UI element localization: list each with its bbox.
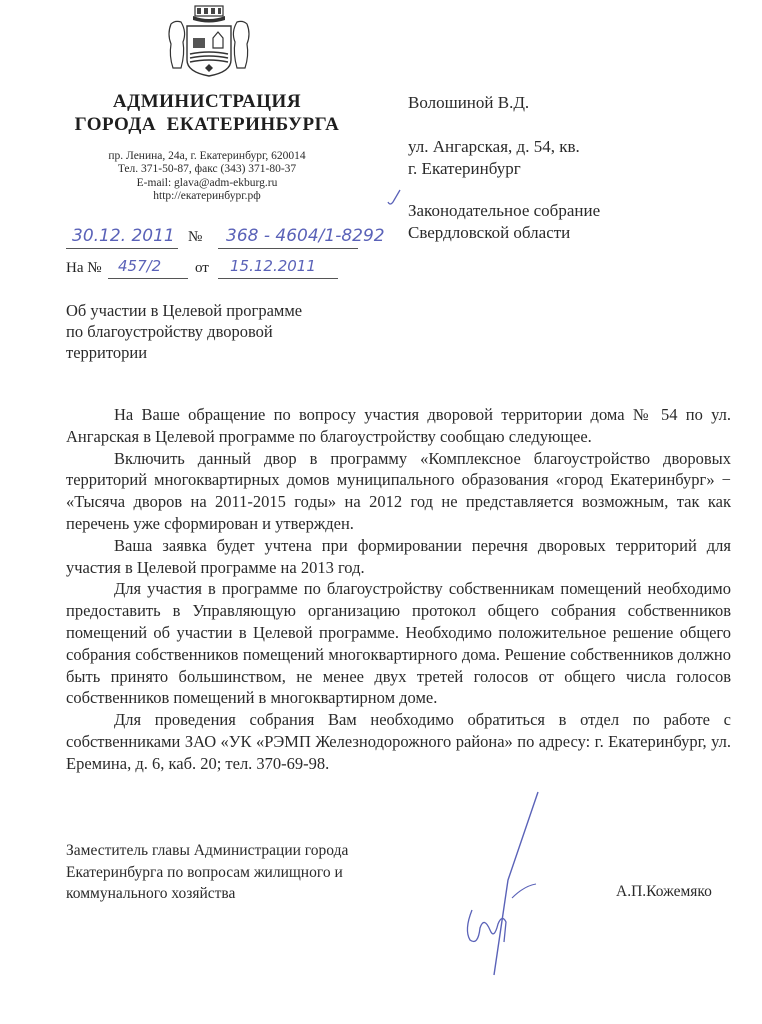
number-underline xyxy=(218,248,358,249)
body-paragraph: Для проведения собрания Вам необходимо обратиться в отдел по работе с собственниками ЗАО «УК «РЭМП Железнодорожного района» по адресу: г. Екатеринбург, ул. Еремина, д. 6, каб. 20; тел. 370-69-98. xyxy=(66,710,731,773)
position-line3: коммунального хозяйства xyxy=(66,885,236,902)
copy-recipient-line2: Свердловской области xyxy=(408,223,571,242)
position-line2: Екатеринбурга по вопросам жилищного и xyxy=(66,863,343,881)
contact-block xyxy=(62,150,352,203)
body-paragraph: Для участия в программе по благоустройству собственникам помещений необходимо предоставить в Управляющую организацию протокол общего собрания собственников помещений об участии в Целевой программе. Необходимо положительное решение общего собрания собственников помещений многоквартирного дома. Решение собственников должно быть принято большинством, не менее двух третей голосов от общего числа голосов собственников помещений в многоквартирном доме. xyxy=(66,579,731,708)
coat-of-arms-icon xyxy=(163,4,255,80)
recipient-address-line2: г. Екатеринбург xyxy=(408,159,521,178)
from-label: от xyxy=(195,260,209,276)
org-email: E-mail: glava@adm-ekburg.ru xyxy=(136,176,278,189)
date-underline xyxy=(66,248,178,249)
letter-body xyxy=(66,404,731,775)
subject-line3: территории xyxy=(66,343,148,362)
signatory-name: А.П.Кожемяко xyxy=(616,883,712,900)
number-label: № xyxy=(188,229,203,245)
handwritten-signature-icon xyxy=(450,790,560,1010)
copy-recipient-line1: Законодательное собрание xyxy=(408,201,601,220)
organization-name xyxy=(62,90,352,136)
org-name-line1: АДМИНИСТРАЦИЯ xyxy=(112,91,302,112)
checkmark-icon xyxy=(384,188,404,208)
reply-number-underline xyxy=(108,278,188,279)
org-phone: Тел. 371-50-87, факс (343) 371-80-37 xyxy=(117,163,297,176)
recipient-name: Волошиной В.Д. xyxy=(408,93,530,112)
recipient-address-line1: ул. Ангарская, д. 54, кв. xyxy=(408,137,580,156)
reply-to-date: 15.12.2011 xyxy=(230,257,316,275)
subject-line2: по благоустройству дворовой xyxy=(66,322,273,341)
org-name-line2: ГОРОДА ЕКАТЕРИНБУРГА xyxy=(74,114,340,135)
org-address: пр. Ленина, 24а, г. Екатеринбург, 620014 xyxy=(108,150,306,162)
position-line1: Заместитель главы Администрации города xyxy=(66,842,349,859)
reply-to-number: 457/2 xyxy=(118,257,162,275)
outgoing-date: 30.12. 2011 xyxy=(72,226,175,246)
body-paragraph: Включить данный двор в программу «Комплексное благоустройство дворовых территорий многоквартирных домов муниципального образования «город Екатеринбург» − «Тысяча дворов на 2011-2015 годы» на 2012 год не представляется возможным, так как перечень уже сформирован и утвержден. xyxy=(66,448,731,533)
signatory-position xyxy=(66,840,426,905)
letter-subject xyxy=(66,300,366,363)
subject-line1: Об участии в Целевой программе xyxy=(66,301,303,320)
reply-date-underline xyxy=(218,278,338,279)
body-paragraph: На Ваше обращение по вопросу участия дворовой территории дома № 54 по ул. Ангарская в Целевой программе по благоустройству сообщаю следующее. xyxy=(66,405,731,446)
body-paragraph: Ваша заявка будет учтена при формировании перечня дворовых территорий для участия в Целевой программе на 2013 год. xyxy=(66,535,731,577)
outgoing-number: 368 - 4604/1-8292 xyxy=(226,226,385,246)
reply-to-label: На № xyxy=(66,260,102,276)
org-website: http://екатеринбург.рф xyxy=(153,189,261,202)
